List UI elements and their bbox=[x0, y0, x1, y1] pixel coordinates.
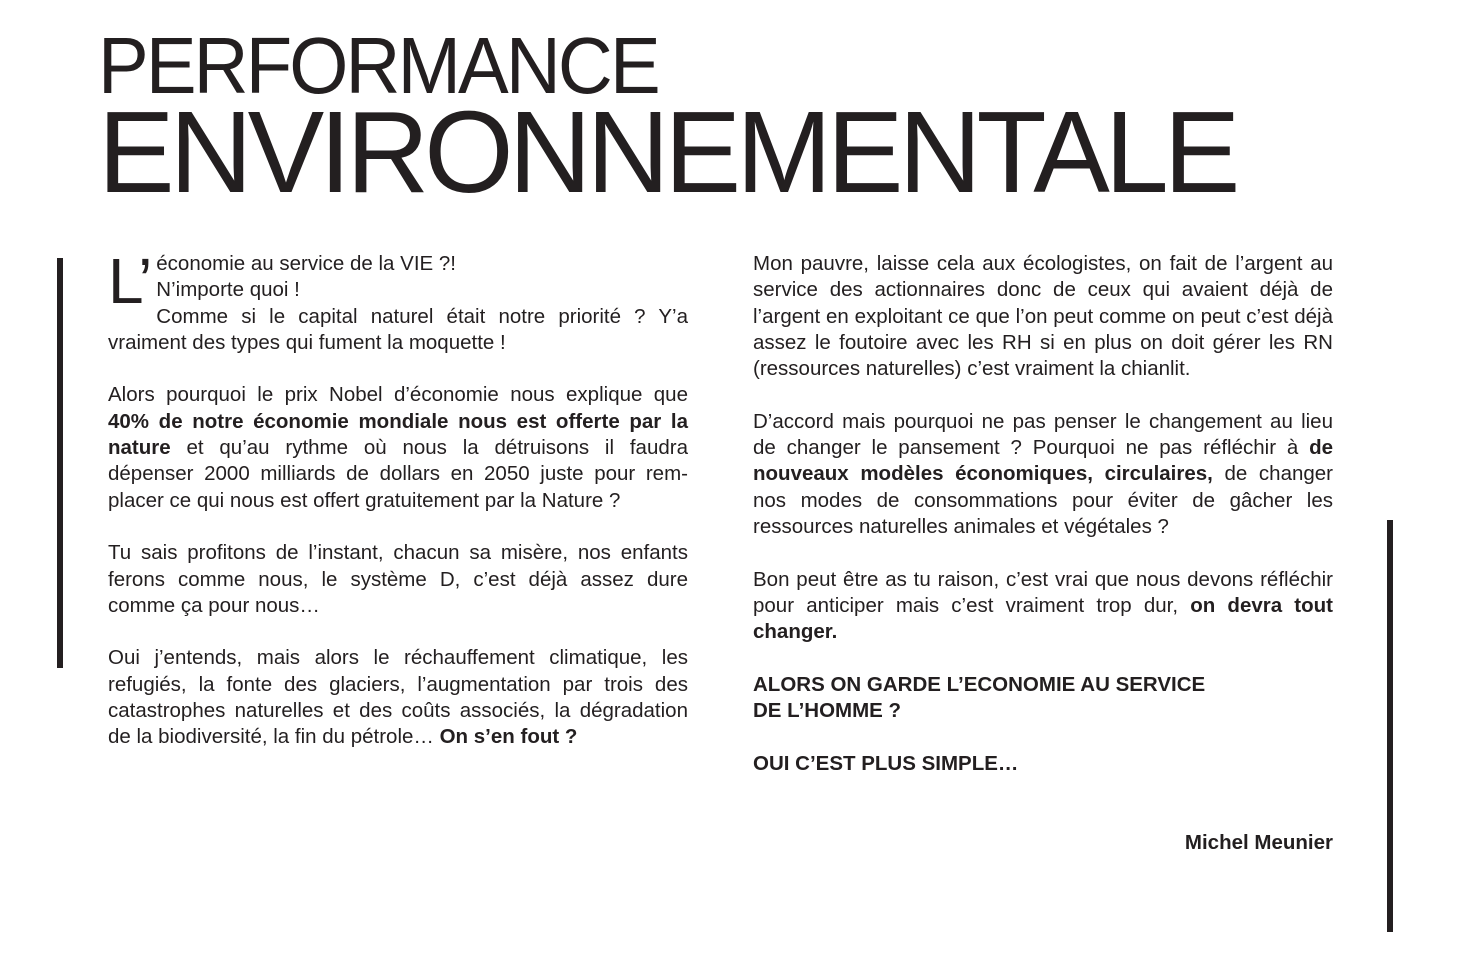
right-paragraph-2-bold: de nouveaux modèles économiques, circulaires, bbox=[753, 436, 1333, 486]
right-paragraph-3-text: Bon peut être as tu raison, c’est vrai que nous devons réfléchir pour anticiper mais c’est vraiment trop dur, bbox=[753, 567, 1333, 617]
left-vertical-rule bbox=[57, 258, 63, 668]
left-column bbox=[108, 245, 688, 777]
drop-cap: L’ bbox=[108, 245, 151, 317]
paragraph-2-text-a: Alors pourquoi le prix Nobel d’économie nous explique que bbox=[108, 383, 688, 407]
right-column bbox=[753, 251, 1333, 882]
caps-question bbox=[753, 672, 1333, 725]
caps-question-line-1: ALORS ON GARDE L’ECONOMIE AU SERVICE bbox=[753, 672, 1206, 696]
title-line-1: PERFORMANCE bbox=[98, 21, 658, 110]
right-paragraph-3-bold: on devra tout changer. bbox=[753, 593, 1333, 644]
paragraph-1-rest: Comme si le capital naturel était notre priorité ? Y’a vraiment des types qui fument la moquette ! bbox=[108, 304, 688, 354]
left-paragraph-3: Tu sais profitons de l’instant, chacun sa misère, nos enfants ferons comme nous, le système D, c’est déjà assez dure comme ça pour nous… bbox=[108, 541, 688, 617]
paragraph-2-bold: 40% de notre économie mondiale nous est offerte par la nature bbox=[108, 409, 688, 460]
right-paragraph-2-text-a: D’accord mais pourquoi ne pas penser le changement au lieu de changer le pansement ? Pourquoi ne pas réfléchir à bbox=[753, 409, 1333, 460]
caps-answer: OUI C’EST PLUS SIMPLE… bbox=[753, 751, 1019, 775]
paragraph-4-text: Oui j’entends, mais alors le réchauffement climatique, les refugiés, la fonte des glaciers, l’augmentation par trois des catastrophes naturelles et des coûts associés, la dégradation de la biodiversité, la fin du pétrole… bbox=[108, 646, 688, 749]
right-paragraph-2 bbox=[753, 409, 1333, 540]
author-signature: Michel Meunier bbox=[1184, 830, 1333, 854]
left-paragraph-2 bbox=[108, 382, 688, 513]
right-paragraph-2-text-b: de changer nos modes de consommations pour éviter de gâcher les ressources naturelles animales et végétales ? bbox=[753, 462, 1333, 538]
right-vertical-rule bbox=[1387, 520, 1393, 932]
lead-line-1: économie au service de la VIE ?! bbox=[156, 252, 456, 275]
left-paragraph-1 bbox=[108, 245, 688, 356]
right-paragraph-1: Mon pauvre, laisse cela aux écologistes, on fait de l’argent au service des actionnaires donc de ceux qui avaient déjà de l’argent en exploitant ce que l’on peut comme on peut c’est déjà assez le foutoire avec les RH si en plus on doit gérer les RN (ressources naturelles) c’est vraiment la chianlit. bbox=[753, 252, 1333, 381]
title-line-2: ENVIRONNEMENTALE bbox=[98, 87, 1236, 217]
caps-question-line-2: DE L’HOMME ? bbox=[753, 699, 902, 723]
paragraph-2-text-b: et qu’au rythme où nous la détruisons il faudra dépenser 2000 milliards de dollars en 2050 juste pour rem-placer ce qui nous est offert gratuitement par la Nature ? bbox=[108, 436, 688, 512]
paragraph-4-bold: On s’en fout ? bbox=[439, 725, 578, 749]
left-paragraph-4 bbox=[108, 645, 688, 750]
right-paragraph-3 bbox=[753, 567, 1333, 646]
lead-line-2: N’importe quoi ! bbox=[156, 278, 300, 302]
